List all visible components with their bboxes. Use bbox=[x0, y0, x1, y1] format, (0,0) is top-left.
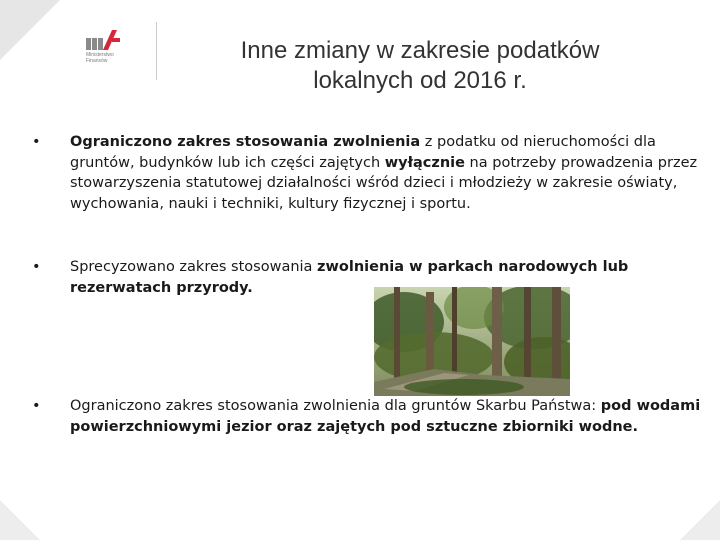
corner-decoration-top-left bbox=[0, 0, 60, 60]
bullet-segment: wyłącznie bbox=[384, 154, 465, 171]
bullet-marker: • bbox=[32, 398, 41, 414]
page-title bbox=[190, 36, 650, 96]
corner-decoration-bottom-left bbox=[0, 500, 40, 540]
forest-photo bbox=[374, 287, 570, 396]
logo-text bbox=[86, 52, 114, 64]
bullet-marker: • bbox=[32, 134, 41, 150]
ministry-logo bbox=[86, 30, 146, 70]
bullet-text bbox=[70, 398, 700, 435]
bullet-segment: zwolnienia w parkach narodowych lub rezerwatach przyrody. bbox=[70, 259, 629, 296]
bullet-segment: z podatku od nieruchomości dla gruntów, budynków lub ich części zajętych bbox=[70, 134, 656, 171]
bullet-segment: na potrzeby prowadzenia przez stowarzyszenia statutowej działalności wśród dzieci i młodzieży w zakresie oświaty, wychowania, nauki i techniki, kultury fizycznej i sportu. bbox=[70, 154, 698, 212]
logo-text-line2: Finansów bbox=[86, 58, 108, 64]
header-divider bbox=[156, 22, 157, 80]
page-title-line1: Inne zmiany w zakresie podatków bbox=[240, 37, 600, 64]
page-title-line2: lokalnych od 2016 r. bbox=[313, 67, 527, 94]
bullet-item-1 bbox=[30, 132, 715, 214]
mf-logo-icon bbox=[86, 30, 126, 50]
logo-text-line1: Ministerstwo bbox=[86, 52, 114, 58]
forest-image bbox=[374, 287, 570, 396]
bullet-segment: Ograniczono zakres stosowania zwolnienia dla gruntów Skarbu Państwa: bbox=[70, 398, 601, 414]
bullet-segment: Ograniczono zakres stosowania zwolnienia bbox=[70, 134, 421, 150]
bullet-item-3 bbox=[30, 396, 715, 437]
bullet-marker: • bbox=[32, 259, 41, 275]
corner-decoration-bottom-right bbox=[680, 500, 720, 540]
bullet-segment: Sprecyzowano zakres stosowania bbox=[70, 259, 318, 275]
bullet-item-2 bbox=[30, 257, 715, 298]
bullet-segment: pod wodami powierzchniowymi jezior oraz zajętych pod sztuczne zbiorniki wodne. bbox=[70, 398, 701, 435]
bullet-text bbox=[70, 134, 697, 212]
